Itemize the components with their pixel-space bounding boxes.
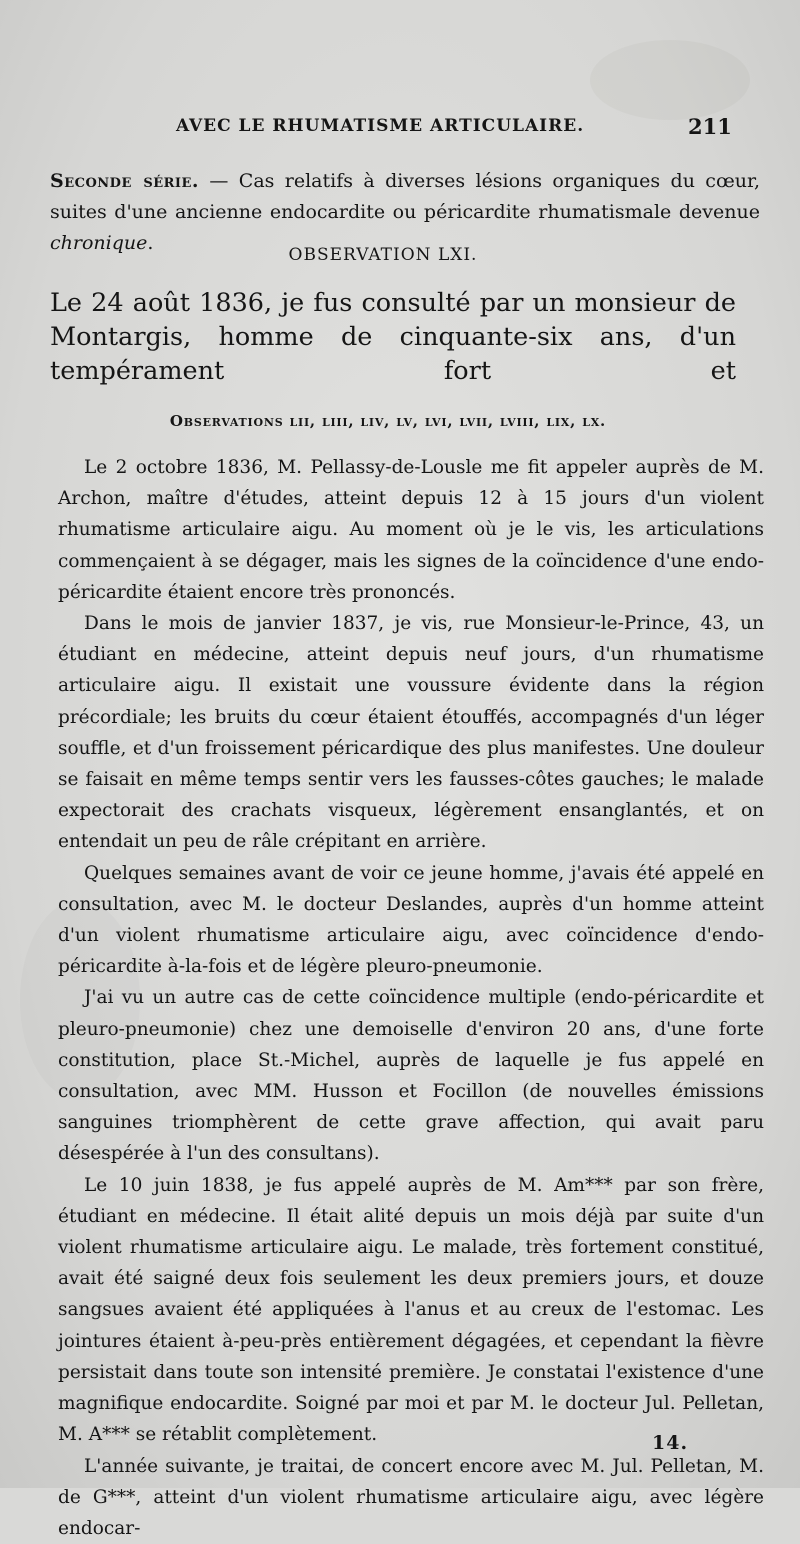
page-header [0, 114, 800, 144]
observation-title: OBSERVATION LXI. [0, 245, 766, 265]
observations-list-heading: Observations lii, liii, liv, lv, lvi, lvii, lviii, lix, lx. [0, 412, 776, 430]
signature-mark: 14. [652, 1432, 688, 1454]
paragraph: Quelques semaines avant de voir ce jeune homme, j'avais été appelé en consultation, avec M. le docteur Deslandes, auprès d'un homme atteint d'un violent rhumatisme articulaire aigu, avec coïncidence d'endo-péricardite à-la-fois et de légère pleuro-pneumonie. [58, 858, 764, 983]
paper-stain [590, 40, 750, 120]
page-number: 211 [688, 114, 732, 139]
paragraph: J'ai vu un autre cas de cette coïncidence multiple (endo-péricardite et pleuro-pneumonie) chez une demoiselle d'environ 20 ans, d'une forte constitution, place St.-Michel, auprès de laquelle je fus appelé en consultation, avec MM. Husson et Focillon (de nouvelles émissions sanguines triomphèrent de cette grave affection, qui avait paru désespérée à l'un des consultans). [58, 982, 764, 1169]
section-end: . [147, 232, 153, 254]
body-text [58, 452, 764, 1544]
large-type-paragraph: Le 24 août 1836, je fus consulté par un monsieur de Montargis, homme de cinquante-six ans, d'un tempérament fort et [50, 286, 736, 388]
paragraph: Le 2 octobre 1836, M. Pellassy-de-Lousle me fit appeler auprès de M. Archon, maître d'études, atteint depuis 12 à 15 jours d'un violent rhumatisme articulaire aigu. Au moment où je le vis, les articulations commençaient à se dégager, mais les signes de la coïncidence d'une endo-péricardite étaient encore très prononcés. [58, 452, 764, 608]
paragraph: L'année suivante, je traitai, de concert encore avec M. Jul. Pelletan, M. de G***, atteint d'un violent rhumatisme articulaire aigu, avec légère endocar- [58, 1451, 764, 1544]
paragraph: Le 10 juin 1838, je fus appelé auprès de M. Am*** par son frère, étudiant en médecine. Il était alité depuis un mois déjà par suite d'un violent rhumatisme articulaire aigu. Le malade, très fortement constitué, avait été saigné deux fois seulement les deux premiers jours, et douze sangsues avaient été appliquées à l'anus et au creux de l'estomac. Les jointures étaient à-peu-près entièrement dégagées, et cependant la fièvre persistait dans toute son intensité première. Je constatai l'existence d'une magnifique endocardite. Soigné par moi et par M. le docteur Jul. Pelletan, M. A*** se rétablit complètement. [58, 1170, 764, 1451]
running-head: AVEC LE RHUMATISME ARTICULAIRE. [176, 116, 584, 136]
paragraph: Dans le mois de janvier 1837, je vis, rue Monsieur-le-Prince, 43, un étudiant en médecine, atteint depuis neuf jours, d'un rhumatisme articulaire aigu. Il existait une voussure évidente dans la région précordiale; les bruits du cœur étaient étouffés, accompagnés d'un léger souffle, et d'un froissement péricardique des plus manifestes. Une douleur se faisait en même temps sentir vers les fausses-côtes gauches; le malade expectorait des crachats visqueux, légèrement ensanglantés, et on entendait un peu de râle crépitant en arrière. [58, 608, 764, 858]
section-label: Seconde série. [50, 170, 199, 192]
section-italic-word: chronique [50, 232, 147, 254]
section-text: — Cas relatifs à diverses lésions organiques du cœur, suites d'une ancienne endocardite ou péricardite rhumatismale devenue [50, 170, 760, 223]
